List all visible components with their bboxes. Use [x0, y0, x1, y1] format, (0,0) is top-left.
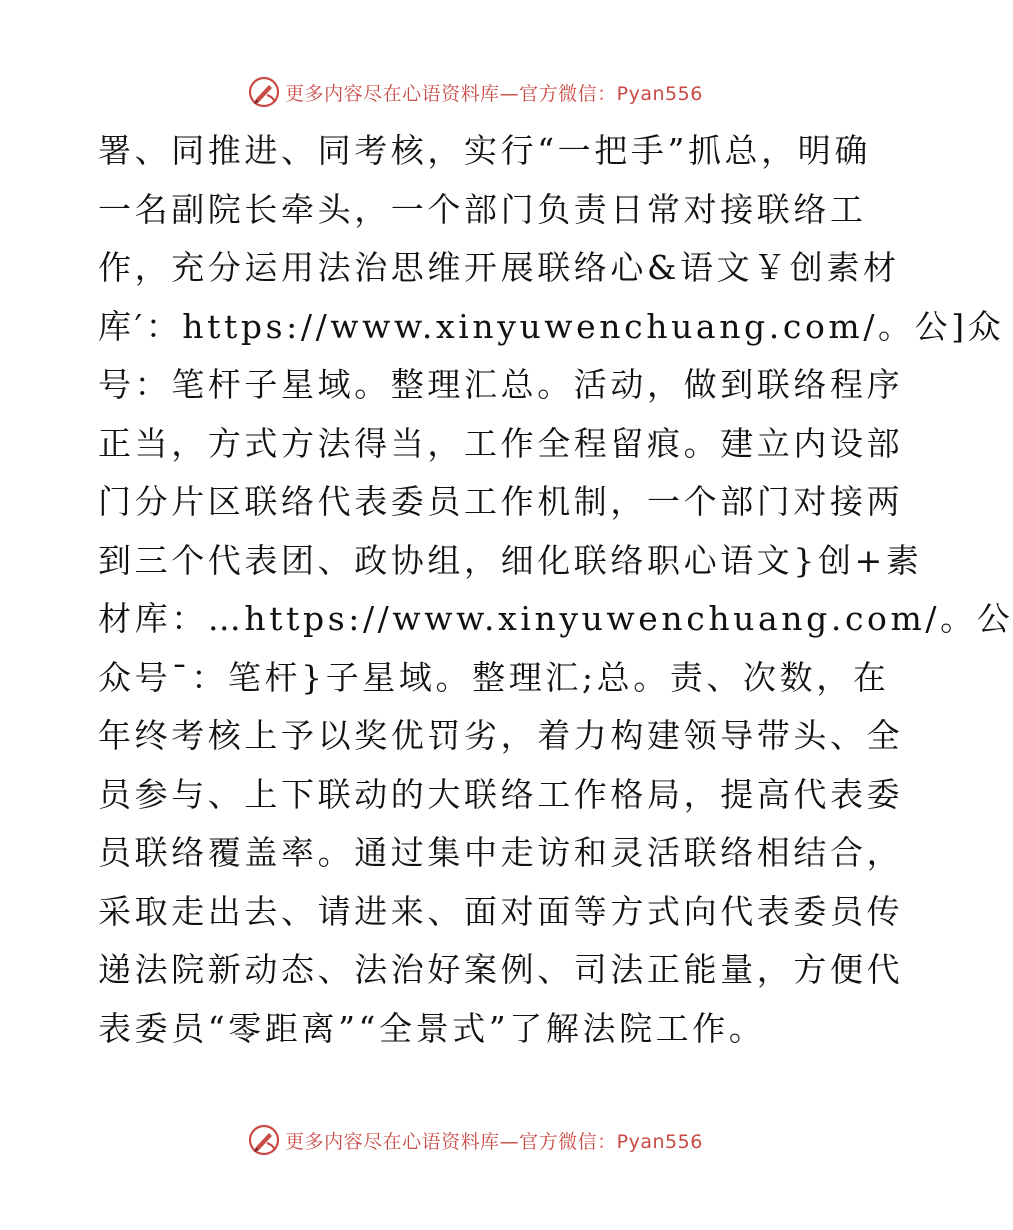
brush-logo-icon: [247, 75, 281, 109]
body-line: 表委员“零距离”“全景式”了解法院工作。: [98, 1008, 766, 1048]
document-body: [98, 122, 1013, 1058]
footer-watermark-text: 更多内容尽在心语资料库—官方微信：Pyan556: [285, 1130, 703, 1153]
body-line: 一名副院长牵头，一个部门负责日常对接联络工: [98, 189, 867, 229]
body-line: 署、同推进、同考核，实行“一把手”抓总，明确: [98, 131, 871, 170]
header-watermark: [0, 72, 950, 112]
header-watermark-text: 更多内容尽在心语资料库—官方微信：Pyan556: [285, 82, 703, 105]
body-line: 递法院新动态、法治好案例、司法正能量，方便代: [98, 950, 904, 989]
body-line: 员联络覆盖率。通过集中走访和灵活联络相结合，: [98, 833, 904, 872]
body-line: 门分片区联络代表委员工作机制，一个部门对接两: [98, 482, 904, 521]
body-line: 正当，方式方法得当，工作全程留痕。建立内设部: [98, 423, 904, 463]
body-line: 作，充分运用法治思维开展联络心&语文￥创素材: [98, 248, 900, 287]
body-line: 号：笔杆子星域。整理汇总。活动，做到联络程序: [98, 365, 904, 404]
body-line: 材库：…https://www.xinyuwenchuang.com/。公: [98, 599, 1013, 638]
body-line: 采取走出去、请进来、面对面等方式向代表委员传: [98, 891, 904, 931]
body-line: 库′：https://www.xinyuwenchuang.com/。公]众: [98, 306, 1005, 346]
footer-watermark: [0, 1120, 950, 1160]
body-line: 员参与、上下联动的大联络工作格局，提高代表委: [98, 774, 904, 814]
body-line: 到三个代表团、政协组，细化联络职心语文}创+素: [98, 540, 923, 580]
brush-logo-icon: [247, 1123, 281, 1157]
body-line: 众号¯：笔杆}子星域。整理汇;总。责、次数，在: [98, 657, 890, 697]
body-line: 年终考核上予以奖优罚劣，着力构建领导带头、全: [98, 716, 904, 755]
